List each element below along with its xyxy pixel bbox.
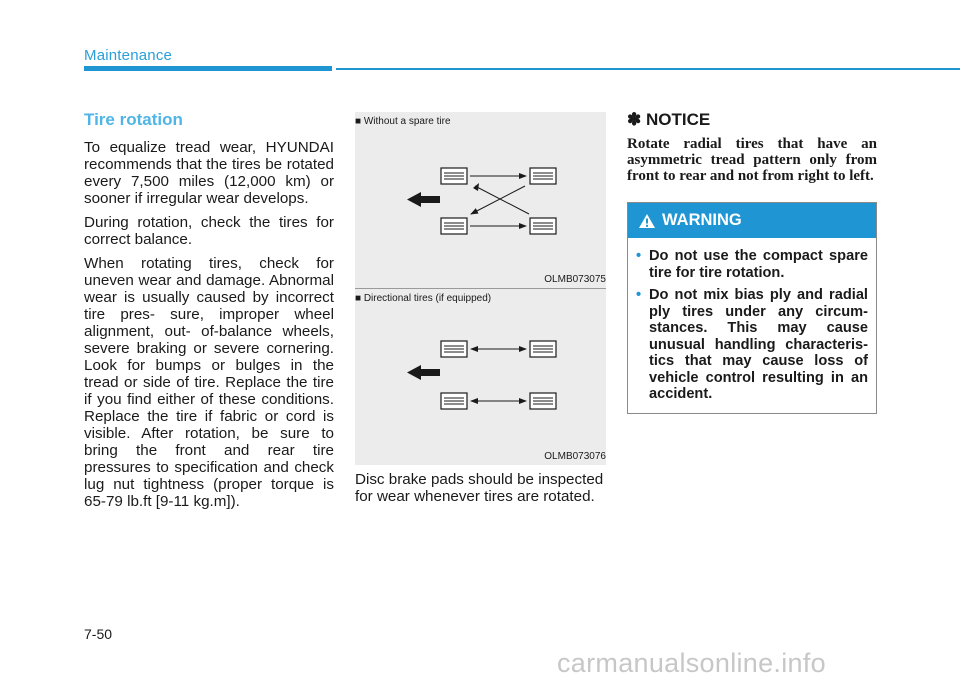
figure-caption: ■ Without a spare tire: [355, 116, 451, 127]
header-rule-thick: [84, 66, 332, 71]
watermark: carmanualsonline.info: [557, 648, 826, 678]
directional-diagram-icon: [355, 289, 606, 465]
figures-column: [355, 112, 606, 505]
notice-text: Rotate radial tires that have an asymmetric tread pattern only from front to rear and not from right to left.: [627, 136, 877, 184]
figure-code: OLMB073076: [544, 451, 606, 462]
paragraph-balance: During rotation, check the tires for correct balance.: [84, 214, 334, 248]
section-header: Maintenance: [84, 47, 173, 64]
notice-column: [627, 110, 877, 414]
bullet-icon: •: [636, 287, 642, 303]
warning-item: • Do not use the compact spare tire for tire rotation.: [636, 248, 868, 281]
warning-body: [628, 238, 876, 413]
warning-header: [628, 203, 876, 238]
rotation-diagram-icon: [355, 112, 606, 288]
warning-triangle-icon: [638, 213, 656, 229]
figure-caption: ■ Directional tires (if equipped): [355, 293, 492, 304]
paragraph-intro: To equalize tread wear, HYUNDAI recommends that the tires be rotated every 7,500 miles (12,000 km) or sooner if irregular wear develops.: [84, 139, 334, 207]
warning-box: [627, 202, 877, 414]
disc-brake-note: Disc brake pads should be inspected for wear whenever tires are rotated.: [355, 471, 604, 505]
figure-without-spare: [355, 112, 606, 288]
tire-rotation-title: Tire rotation: [84, 110, 183, 129]
paragraph-inspection: When rotating tires, check for uneven wear and damage. Abnormal wear is usually caused by incorrect tire pres- sure, improper wheel alignment, out- of-balance wheels, severe braking or severe cornering. Look for bumps or bulges in the tread or side of tire. Replace the tire if you find either of these conditions. Replace the tire if fabric or cord is visible. After rotation, be sure to bring the front and rear tire pressures to specification and check lug nut tightness (proper torque is 65-79 lb.ft [9-11 kg.m]).: [84, 255, 334, 510]
notice-title: ✽ NOTICE: [627, 110, 711, 129]
warning-title: WARNING: [662, 211, 742, 229]
figure-code: OLMB073075: [544, 274, 606, 285]
header-rule-thin: [336, 68, 960, 70]
page-number: 7-50: [84, 626, 113, 642]
figure-directional: [355, 289, 606, 465]
warning-item: • Do not mix bias ply and radial ply tires under any circum- stances. This may cause unusual handling characteris- tics that may cause loss of vehicle control resulting in an accident.: [636, 287, 868, 402]
bullet-icon: •: [636, 248, 642, 264]
tire-rotation-section: [84, 110, 334, 517]
